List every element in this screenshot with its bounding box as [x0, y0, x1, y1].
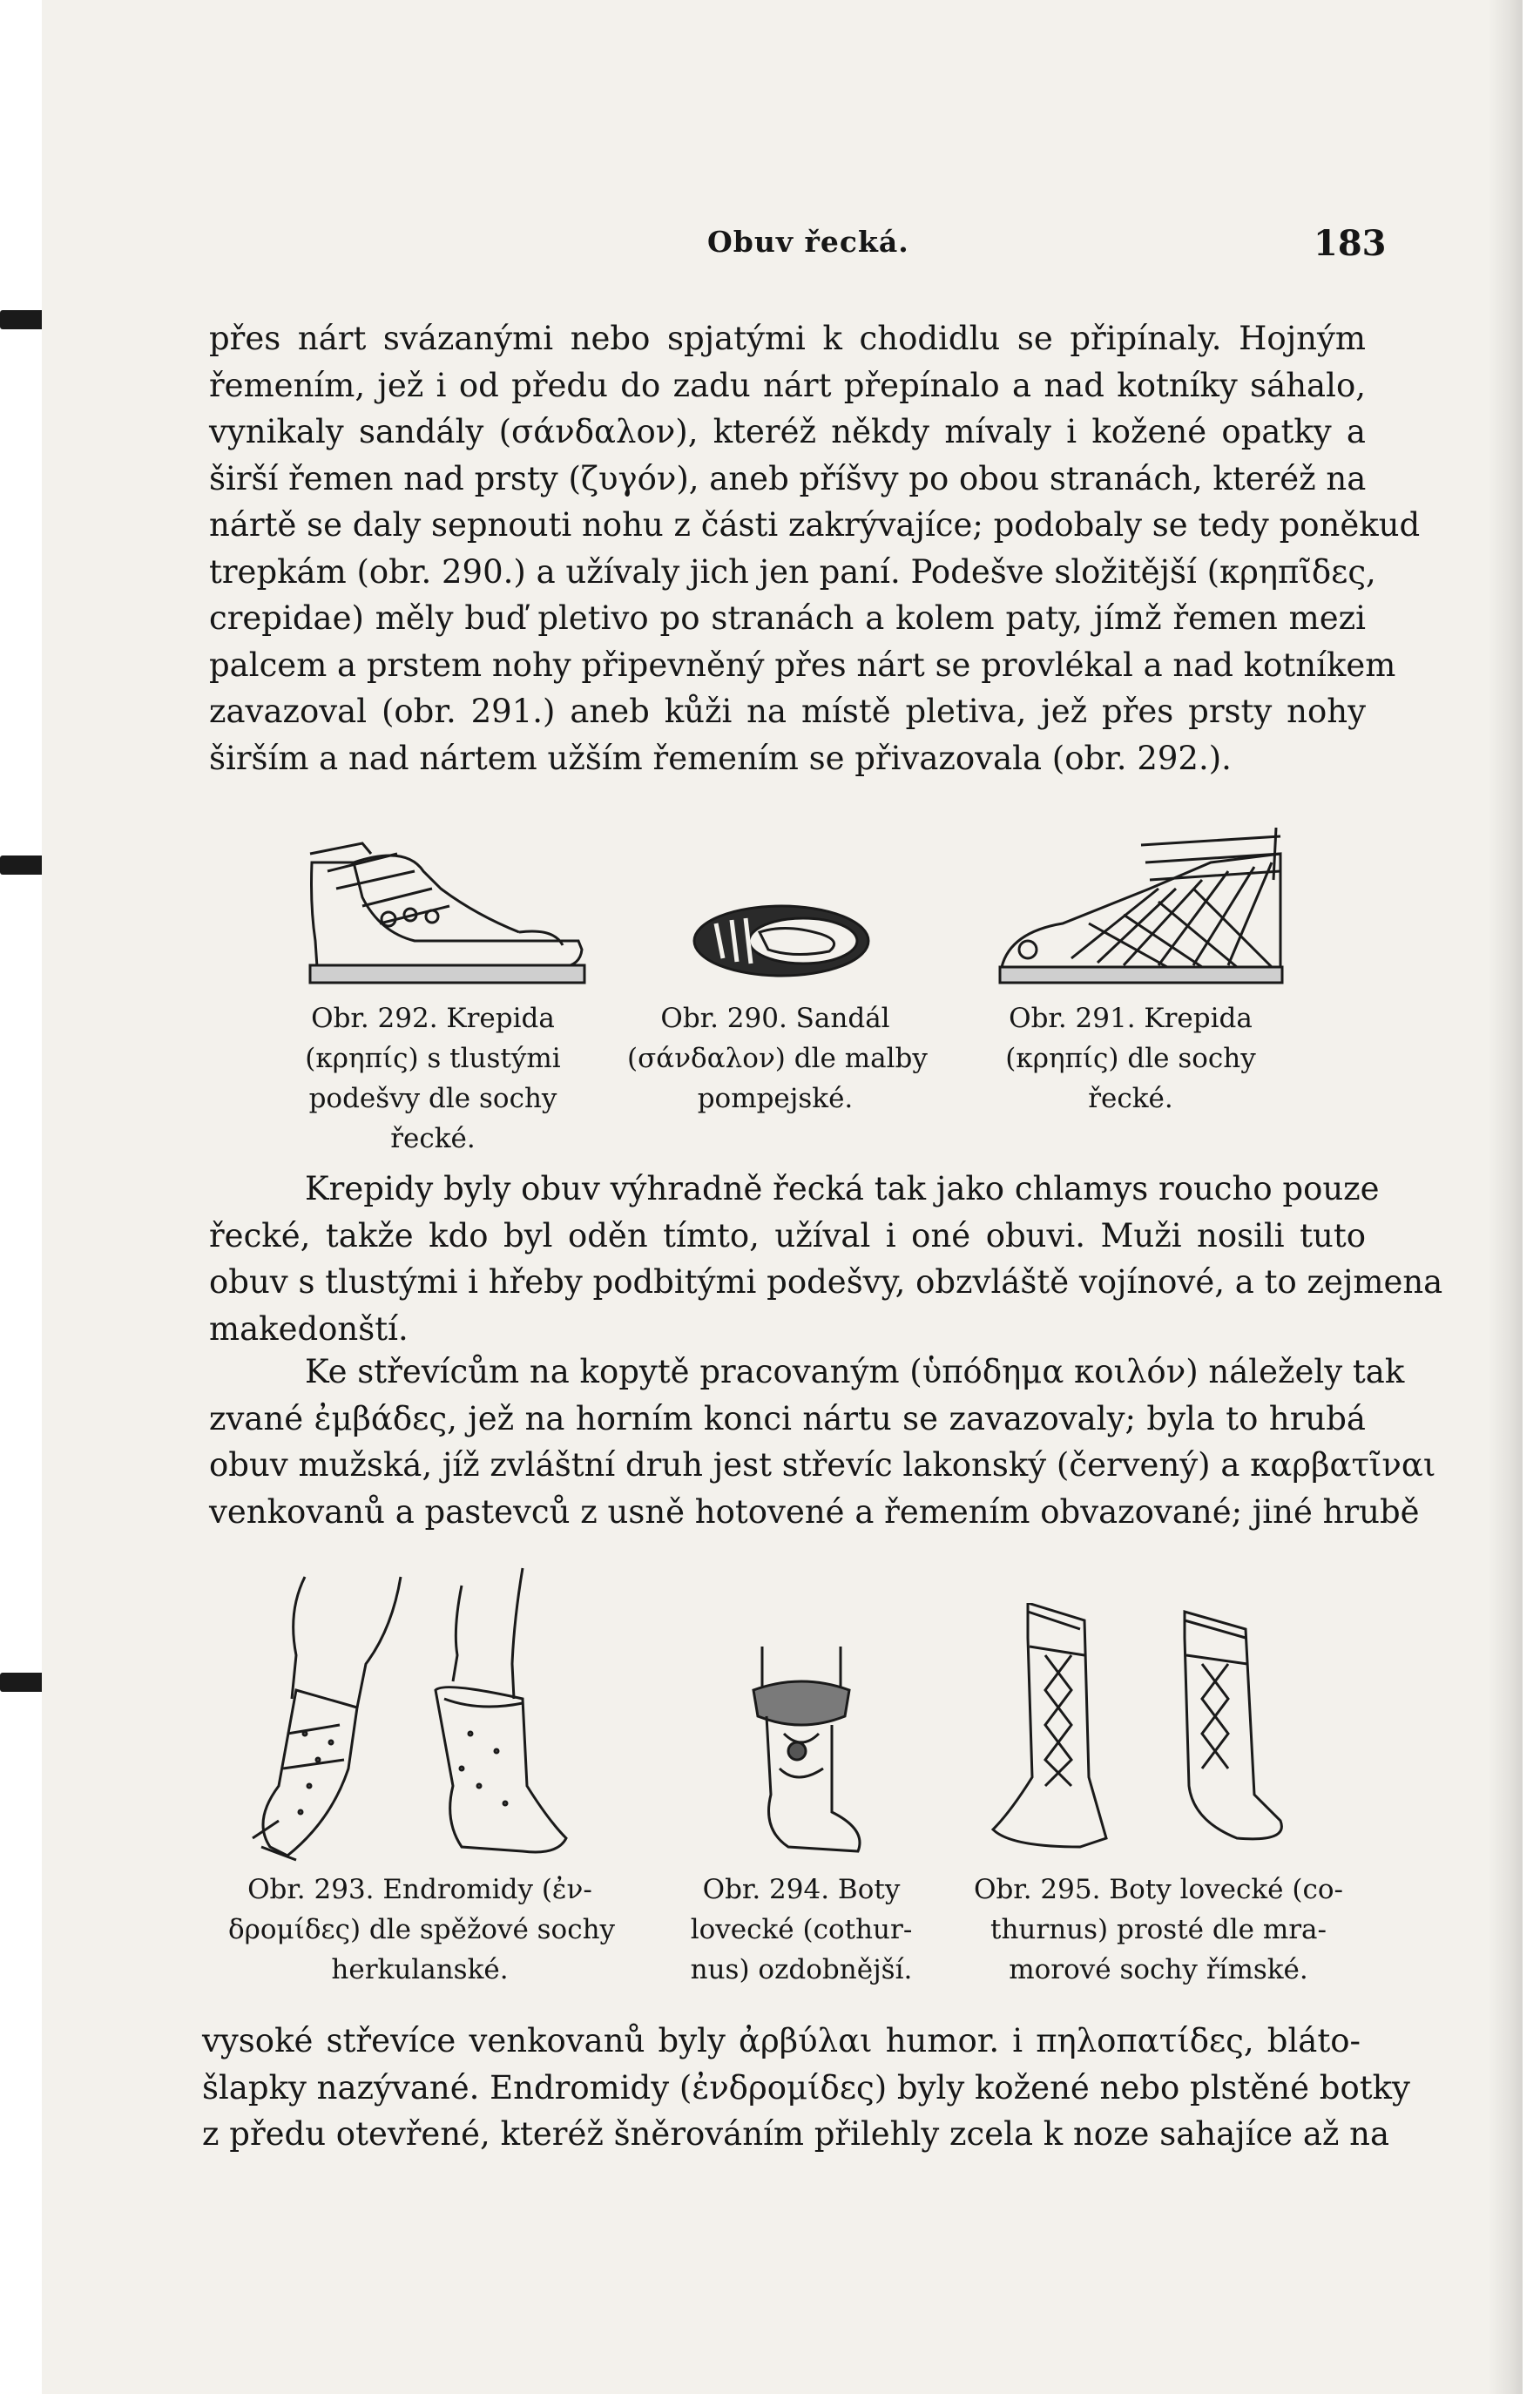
text-line: obuv s tlustými i hřeby podbitými podešvy, obzvláště vojínové, a to zejmena — [209, 1263, 1443, 1301]
text-line: palcem a prstem nohy připevněný přes nárt se provlékal a nad kotníkem — [209, 646, 1396, 684]
caption-line: Obr. 292. Krepida — [311, 1003, 555, 1034]
caption-line: Obr. 290. Sandál — [660, 1003, 890, 1034]
text-line: makedonští. — [209, 1309, 409, 1348]
caption-fig-291 — [983, 998, 1279, 1119]
caption-line: (σάνδαλον) dle malby — [627, 1043, 928, 1074]
page-edge-shadow — [1488, 0, 1523, 2394]
text-line: zvané ἐμβάδες, jež na horním konci nártu se zavazovaly; byla to hrubá — [209, 1399, 1366, 1437]
text-line: crepidae) měly buď pletivo po stranách a kolem paty, jímž řemen mezi — [209, 599, 1366, 637]
text-line: venkovanů a pastevců z usně hotovené a řemením obvazované; jiné hrubě — [209, 1492, 1420, 1531]
text-line: šlapky nazývané. Endromidy (ἐνδρομίδες) byly kožené nebo plstěné botky — [202, 2068, 1410, 2107]
text-line: vysoké střevíce venkovanů byly ἀρβύλαι humor. i πηλοπατίδες, bláto- — [202, 2022, 1361, 2059]
text-line: nártě se daly sepnouti nohu z části zakrývajíce; podobaly se tedy poněkud — [209, 506, 1421, 544]
text-line: řecké, takže kdo byl oděn tímto, užíval i oné obuvi. Muži nosili tuto — [209, 1216, 1366, 1254]
text-line: obuv mužská, jíž zvláštní druh jest střevíc lakonský (červený) a καρβατῖναι — [209, 1446, 1436, 1484]
caption-fig-290 — [627, 998, 928, 1119]
caption-line: Obr. 291. Krepida — [1009, 1003, 1253, 1034]
caption-line: řecké. — [1088, 1083, 1173, 1114]
paragraph-shoes — [209, 1349, 1436, 1535]
caption-line: podešvy dle sochy — [308, 1083, 557, 1114]
caption-line: Obr. 293. Endromidy (ἐν- — [247, 1874, 592, 1905]
caption-line: herkulanské. — [331, 1954, 509, 1985]
text-line: vynikaly sandály (σάνδαλον), kteréž někdy mívaly i kožené opatky a — [209, 413, 1366, 450]
krepida-laced-illustration — [993, 828, 1289, 993]
cothurnus-decorated-illustration — [736, 1638, 875, 1864]
text-line: řemením, jež i od předu do zadu nárt přepínalo a nad kotníky sáhalo, — [209, 366, 1366, 404]
text-line: Ke střevícům na kopytě pracovaným (ὑπόδημα κοιλόν) náležely tak — [305, 1353, 1405, 1390]
caption-line: nus) ozdobnější. — [690, 1954, 913, 1985]
caption-line: lovecké (cothur- — [690, 1914, 913, 1945]
sandal-pompeian-illustration — [690, 897, 873, 984]
caption-line: Obr. 295. Boty lovecké (co- — [974, 1874, 1343, 1905]
caption-fig-294 — [671, 1870, 932, 1990]
running-title: Obuv řecká. — [707, 225, 909, 259]
paragraph-endromides — [202, 2018, 1410, 2158]
caption-line: Obr. 294. Boty — [702, 1874, 901, 1905]
text-line: zavazoval (obr. 291.) aneb kůži na místě pletiva, jež přes prsty nohy — [209, 693, 1366, 730]
caption-line: (κρηπίς) s tlustými — [305, 1043, 561, 1074]
text-line: trepkám (obr. 290.) a užívaly jich jen paní. Podešve složitější (κρηπῖδες, — [209, 552, 1376, 591]
krepida-thick-sole-illustration — [301, 836, 589, 993]
caption-fig-295 — [967, 1870, 1350, 1990]
caption-line: (κρηπίς) dle sochy — [1005, 1043, 1256, 1074]
endromides-bronze-illustration — [235, 1559, 584, 1882]
text-line: z předu otevřené, kteréž šněrováním přilehly zcela k noze sahajíce až na — [202, 2115, 1390, 2153]
paragraph-sandals — [209, 315, 1421, 781]
text-line: širší řemen nad prsty (ζυγόν), aneb příšvy po obou stranách, kteréž na — [209, 459, 1367, 497]
cothurnus-plain-illustration — [976, 1603, 1324, 1856]
text-line: přes nárt svázanými nebo spjatými k chodidlu se připínaly. Hojným — [209, 320, 1366, 357]
text-line: Krepidy byly obuv výhradně řecká tak jako chlamys roucho pouze — [305, 1170, 1380, 1207]
caption-line: morové sochy římské. — [1009, 1954, 1308, 1985]
caption-line: pompejské. — [697, 1083, 854, 1114]
paragraph-krepides — [209, 1166, 1443, 1352]
caption-fig-292 — [289, 998, 577, 1159]
caption-line: řecké. — [390, 1123, 476, 1154]
caption-line: δρομίδες) dle spěžové sochy — [228, 1914, 616, 1945]
caption-fig-293 — [228, 1870, 616, 1990]
page-number: 183 — [1314, 223, 1387, 264]
caption-line: thurnus) prosté dle mra- — [990, 1914, 1327, 1945]
text-line: širším a nad nártem užším řemením se přivazovala (obr. 292.). — [209, 739, 1232, 777]
